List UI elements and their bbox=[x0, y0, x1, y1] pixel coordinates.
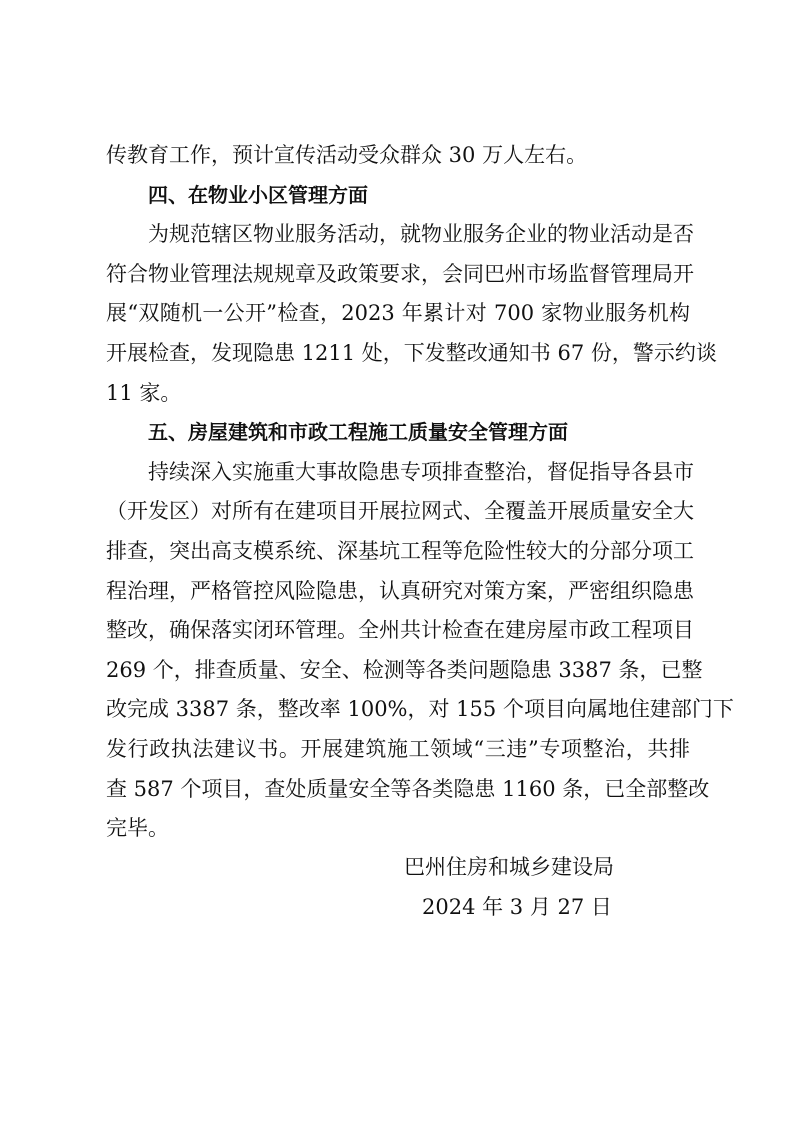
paragraph-line: 查 587 个项目，查处质量安全等各类隐患 1160 条，已全部整改 bbox=[106, 776, 710, 801]
paragraph-line: 为规范辖区物业服务活动，就物业服务企业的物业活动是否 bbox=[148, 222, 694, 247]
paragraph-line: 持续深入实施重大事故隐患专项排查整治，督促指导各县市 bbox=[148, 459, 694, 484]
paragraph-line: 11 家。 bbox=[106, 380, 182, 405]
document-body bbox=[106, 136, 734, 849]
section-heading: 四、在物业小区管理方面 bbox=[148, 182, 368, 207]
paragraph-line: 改完成 3387 条，整改率 100%，对 155 个项目向属地住建部门下 bbox=[106, 697, 734, 722]
paragraph-line: 符合物业管理法规规章及政策要求，会同巴州市场监督管理局开 bbox=[106, 261, 694, 286]
issuing-organization: 巴州住房和城乡建设局 bbox=[404, 855, 614, 879]
paragraph-line: 整改，确保落实闭环管理。全州共计检查在建房屋市政工程项目 bbox=[106, 618, 694, 643]
issue-date: 2024 年 3 月 27 日 bbox=[422, 894, 612, 919]
paragraph-line: 发行政执法建议书。开展建筑施工领域“三违”专项整治，共排 bbox=[106, 736, 690, 761]
paragraph-line: 展“双随机一公开”检查，2023 年累计对 700 家物业服务机构 bbox=[106, 301, 690, 326]
paragraph-line: 程治理，严格管控风险隐患，认真研究对策方案，严密组织隐患 bbox=[106, 578, 694, 603]
paragraph-line: （开发区）对所有在建项目开展拉网式、全覆盖开展质量安全大 bbox=[106, 499, 694, 524]
paragraph-line: 传教育工作，预计宣传活动受众群众 30 万人左右。 bbox=[106, 143, 588, 167]
paragraph-line: 完毕。 bbox=[106, 816, 169, 841]
section-heading: 五、房屋建筑和市政工程施工质量安全管理方面 bbox=[148, 420, 568, 445]
signature-block bbox=[404, 848, 644, 927]
paragraph-line: 开展检查，发现隐患 1211 处，下发整改通知书 67 份，警示约谈 bbox=[106, 340, 717, 365]
paragraph-line: 排查，突出高支模系统、深基坑工程等危险性较大的分部分项工 bbox=[106, 538, 694, 563]
paragraph-line: 269 个，排查质量、安全、检测等各类问题隐患 3387 条，已整 bbox=[106, 657, 703, 682]
